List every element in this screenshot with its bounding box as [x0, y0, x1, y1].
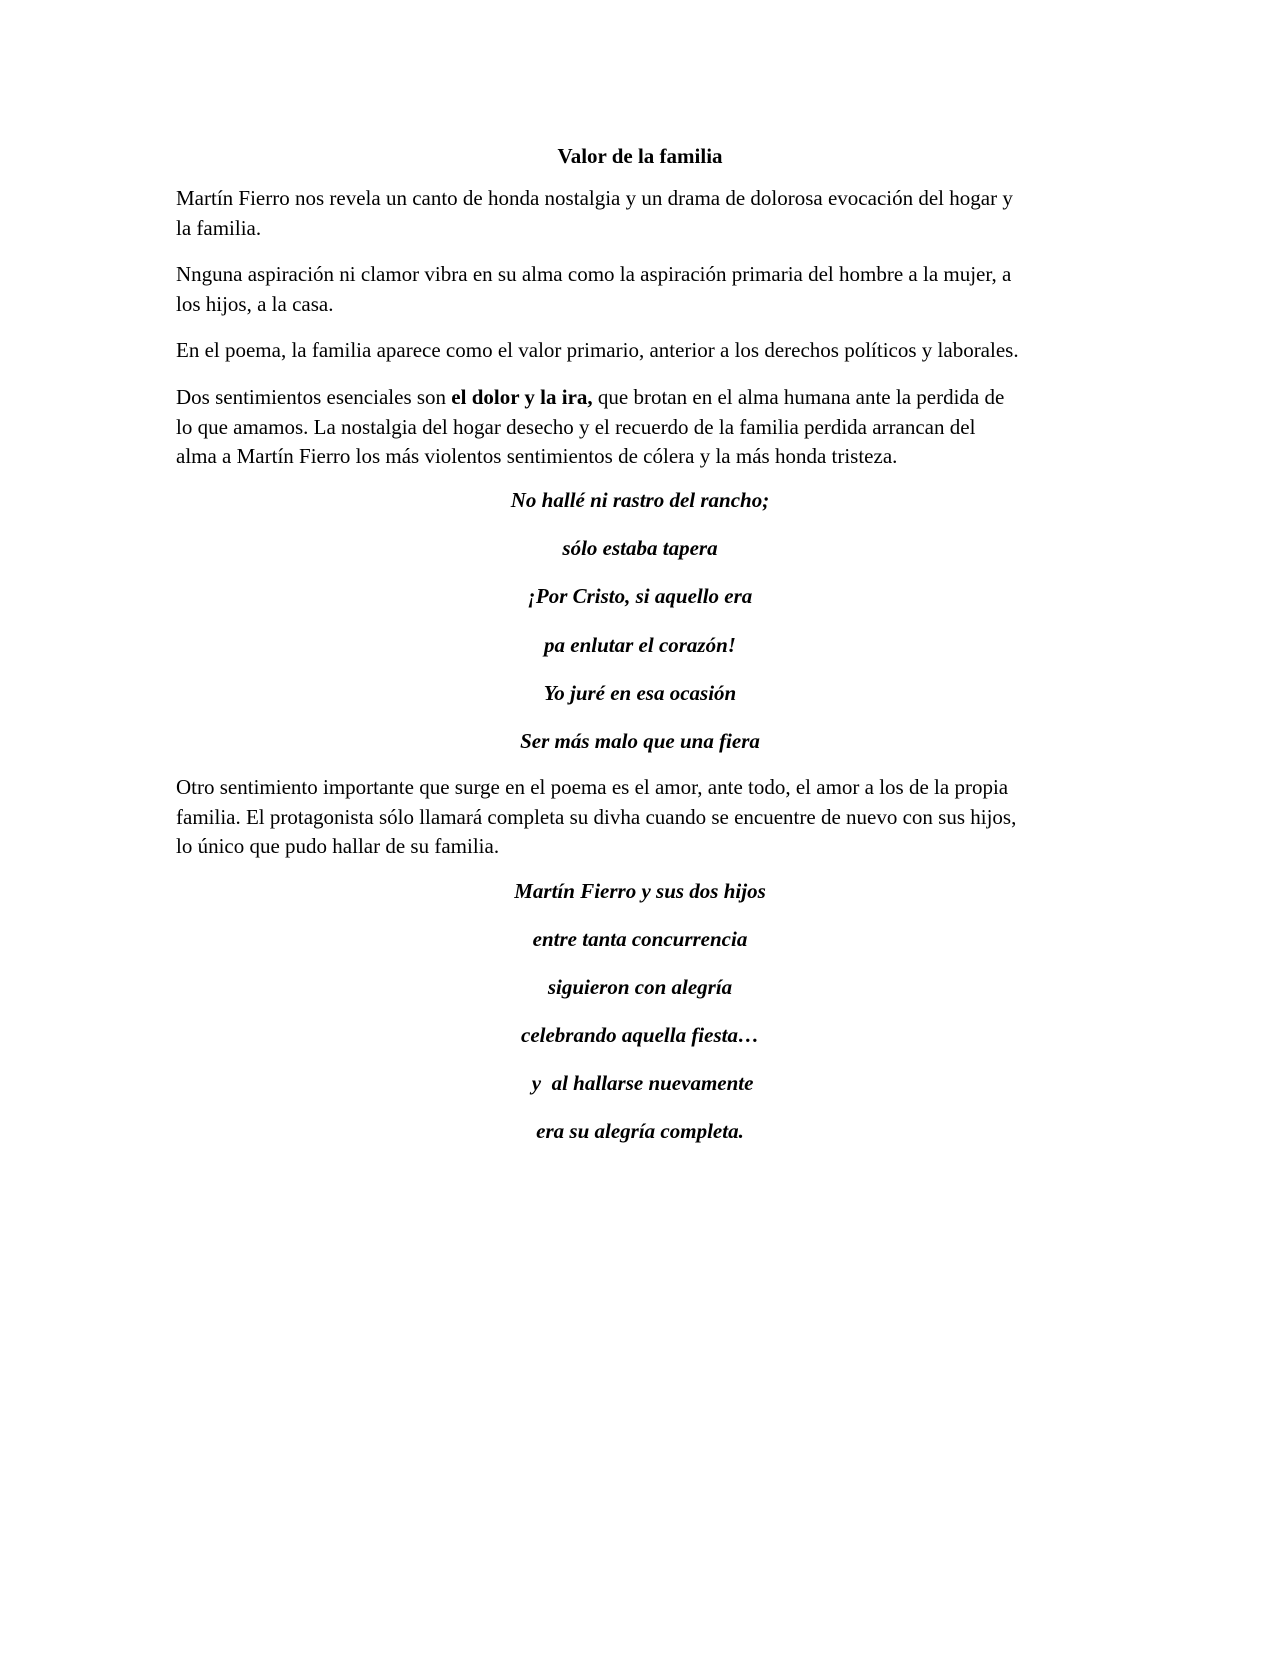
verse-2-line-1: Martín Fierro y sus dos hijos — [514, 879, 766, 903]
verse-2-line-5: y al hallarse nuevamente — [526, 1071, 754, 1095]
verse-2-line-6: era su alegría completa. — [536, 1119, 744, 1143]
verse-1-line-5: Yo juré en esa ocasión — [543, 681, 737, 705]
paragraph-5-line-2: familia. El protagonista sólo llamará completa su divha cuando se encuentre de nuevo con sus hijos, — [176, 804, 1017, 829]
verse-1-line-6: Ser más malo que una fiera — [520, 729, 760, 753]
verse-1-line-2: sólo estaba tapera — [562, 536, 718, 560]
paragraph-4-emphasis: el dolor y la ira, — [451, 385, 593, 409]
paragraph-1-line-2: la familia. — [176, 215, 262, 240]
document-title: Valor de la familia — [557, 144, 723, 168]
paragraph-4-line-3: alma a Martín Fierro los más violentos sentimientos de cólera y la más honda tristeza. — [176, 444, 898, 468]
paragraph-5-line-1: Otro sentimiento importante que surge en el poema es el amor, ante todo, el amor a los de la propia — [176, 775, 1009, 799]
paragraph-1-line-1: Martín Fierro nos revela un canto de honda nostalgia y un drama de dolorosa evocación del hogar y — [176, 186, 1013, 210]
paragraph-4-line-1-end: que brotan en el alma humana ante la perdida de — [592, 385, 1005, 409]
verse-2-line-2: entre tanta concurrencia — [532, 927, 748, 951]
verse-1-line-3: ¡Por Cristo, si aquello era — [527, 584, 753, 608]
verse-1-line-4: pa enlutar el corazón! — [544, 633, 736, 657]
paragraph-2-line-2: los hijos, a la casa. — [176, 291, 334, 316]
verse-2-line-4: celebrando aquella fiesta… — [521, 1023, 759, 1047]
paragraph-5 — [176, 773, 1104, 862]
paragraph-3-line-1: En el poema, la familia aparece como el valor primario, anterior a los derechos políticos y laborales. — [176, 338, 1019, 362]
paragraph-4-line-1-start: Dos sentimientos esenciales son — [176, 385, 452, 409]
verse-2-line-3: siguieron con alegría — [547, 975, 733, 999]
paragraph-3 — [176, 336, 1104, 366]
paragraph-5-line-3: lo único que pudo hallar de su familia. — [176, 834, 500, 858]
paragraph-1 — [176, 184, 1104, 243]
paragraph-2-line-1: Nnguna aspiración ni clamor vibra en su alma como la aspiración primaria del hombre a la mujer, a — [176, 262, 1012, 286]
paragraph-4-line-2: lo que amamos. La nostalgia del hogar desecho y el recuerdo de la familia perdida arrancan del — [176, 414, 976, 439]
verse-1-line-1: No hallé ni rastro del rancho; — [510, 488, 770, 512]
paragraph-4 — [176, 383, 1104, 472]
paragraph-2 — [176, 260, 1104, 319]
